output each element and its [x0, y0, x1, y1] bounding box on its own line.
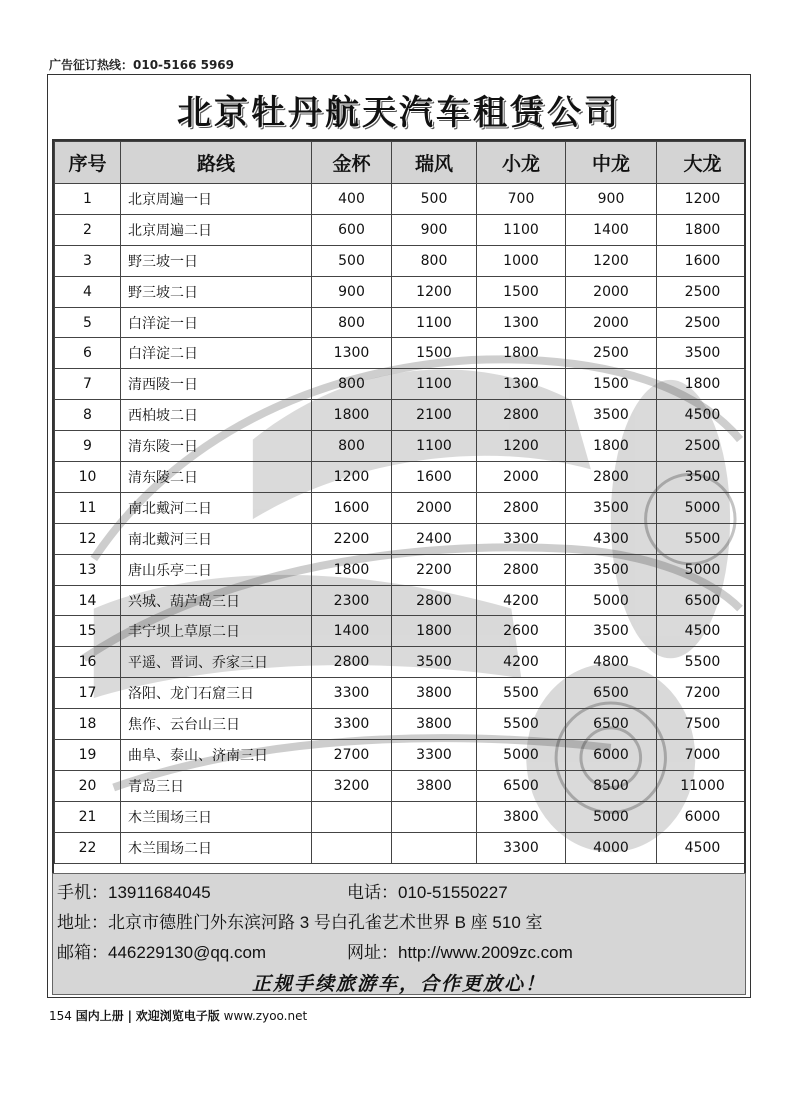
table-row — [55, 276, 747, 307]
cell-route: 兴城、葫芦岛三日 — [121, 585, 312, 616]
cell-xiaolong: 1200 — [477, 431, 566, 462]
table-body — [55, 184, 747, 864]
table-row — [55, 585, 747, 616]
cell-dalong: 2500 — [657, 307, 747, 338]
cell-ruifeng: 900 — [392, 214, 477, 245]
cell-zhonglong: 2000 — [566, 307, 657, 338]
cell-zhonglong: 2500 — [566, 338, 657, 369]
cell-index: 2 — [55, 214, 121, 245]
cell-xiaolong: 2000 — [477, 462, 566, 493]
cell-xiaolong: 1300 — [477, 369, 566, 400]
cell-route: 清西陵一日 — [121, 369, 312, 400]
cell-ruifeng: 1600 — [392, 462, 477, 493]
cell-xiaolong: 1300 — [477, 307, 566, 338]
cell-xiaolong: 3300 — [477, 832, 566, 863]
cell-jinbei: 900 — [312, 276, 392, 307]
contact-panel — [52, 873, 746, 995]
cell-xiaolong: 4200 — [477, 585, 566, 616]
footer-separator: | — [127, 1009, 132, 1023]
cell-jinbei: 1800 — [312, 554, 392, 585]
cell-jinbei: 1400 — [312, 616, 392, 647]
table-row — [55, 338, 747, 369]
cell-route: 平遥、晋词、乔家三日 — [121, 647, 312, 678]
cell-ruifeng: 2800 — [392, 585, 477, 616]
cell-xiaolong: 700 — [477, 184, 566, 215]
cell-zhonglong: 3500 — [566, 492, 657, 523]
cell-xiaolong: 1000 — [477, 245, 566, 276]
cell-xiaolong: 3800 — [477, 801, 566, 832]
cell-xiaolong: 5500 — [477, 678, 566, 709]
rental-ad-frame — [47, 74, 751, 998]
footer-promo: 欢迎浏览电子版 — [135, 1009, 220, 1023]
cell-dalong: 3500 — [657, 338, 747, 369]
footer-site: www.zyoo.net — [223, 1009, 308, 1023]
cell-zhonglong: 6500 — [566, 709, 657, 740]
cell-index: 18 — [55, 709, 121, 740]
table-row — [55, 647, 747, 678]
table-row — [55, 184, 747, 215]
cell-index: 22 — [55, 832, 121, 863]
cell-jinbei: 500 — [312, 245, 392, 276]
cell-dalong: 5500 — [657, 647, 747, 678]
cell-route: 南北戴河三日 — [121, 523, 312, 554]
cell-route: 南北戴河二日 — [121, 492, 312, 523]
cell-jinbei: 800 — [312, 369, 392, 400]
cell-ruifeng: 1100 — [392, 431, 477, 462]
company-title: 北京牡丹航天汽车租赁公司 — [177, 93, 621, 133]
table-row — [55, 801, 747, 832]
cell-index: 16 — [55, 647, 121, 678]
cell-index: 8 — [55, 400, 121, 431]
cell-dalong: 4500 — [657, 832, 747, 863]
cell-zhonglong: 4800 — [566, 647, 657, 678]
cell-zhonglong: 8500 — [566, 770, 657, 801]
header-dalong: 大龙 — [657, 142, 747, 184]
table-row — [55, 523, 747, 554]
cell-xiaolong: 1100 — [477, 214, 566, 245]
cell-xiaolong: 5500 — [477, 709, 566, 740]
cell-dalong: 7000 — [657, 740, 747, 771]
cell-ruifeng — [392, 832, 477, 863]
cell-route: 焦作、云台山三日 — [121, 709, 312, 740]
cell-jinbei: 1800 — [312, 400, 392, 431]
cell-route: 洛阳、龙门石窟三日 — [121, 678, 312, 709]
cell-index: 9 — [55, 431, 121, 462]
cell-dalong: 3500 — [657, 462, 747, 493]
table-row — [55, 832, 747, 863]
cell-ruifeng — [392, 801, 477, 832]
table-row — [55, 770, 747, 801]
cell-jinbei: 1300 — [312, 338, 392, 369]
cell-ruifeng: 3300 — [392, 740, 477, 771]
cell-route: 西柏坡二日 — [121, 400, 312, 431]
cell-zhonglong: 5000 — [566, 801, 657, 832]
footer-section: 国内上册 — [75, 1009, 124, 1023]
cell-xiaolong: 2800 — [477, 554, 566, 585]
table-row — [55, 678, 747, 709]
cell-ruifeng: 1500 — [392, 338, 477, 369]
cell-index: 10 — [55, 462, 121, 493]
cell-ruifeng: 1200 — [392, 276, 477, 307]
header-zhonglong: 中龙 — [566, 142, 657, 184]
cell-zhonglong: 5000 — [566, 585, 657, 616]
cell-dalong: 7200 — [657, 678, 747, 709]
cell-jinbei: 3200 — [312, 770, 392, 801]
table-row — [55, 431, 747, 462]
cell-dalong: 7500 — [657, 709, 747, 740]
cell-index: 12 — [55, 523, 121, 554]
cell-index: 21 — [55, 801, 121, 832]
cell-ruifeng: 3800 — [392, 770, 477, 801]
cell-index: 20 — [55, 770, 121, 801]
cell-ruifeng: 2000 — [392, 492, 477, 523]
cell-jinbei — [312, 801, 392, 832]
header-xiaolong: 小龙 — [477, 142, 566, 184]
cell-zhonglong: 900 — [566, 184, 657, 215]
cell-jinbei: 3300 — [312, 709, 392, 740]
cell-index: 19 — [55, 740, 121, 771]
cell-dalong: 4500 — [657, 400, 747, 431]
cell-jinbei: 2700 — [312, 740, 392, 771]
cell-index: 7 — [55, 369, 121, 400]
cell-dalong: 4500 — [657, 616, 747, 647]
cell-xiaolong: 1800 — [477, 338, 566, 369]
cell-jinbei: 1600 — [312, 492, 392, 523]
table-row — [55, 400, 747, 431]
header-jinbei: 金杯 — [312, 142, 392, 184]
cell-index: 11 — [55, 492, 121, 523]
table-row — [55, 709, 747, 740]
cell-index: 17 — [55, 678, 121, 709]
cell-xiaolong: 2800 — [477, 400, 566, 431]
cell-index: 15 — [55, 616, 121, 647]
cell-dalong: 5000 — [657, 554, 747, 585]
cell-dalong: 6500 — [657, 585, 747, 616]
cell-xiaolong: 3300 — [477, 523, 566, 554]
cell-ruifeng: 500 — [392, 184, 477, 215]
cell-route: 木兰围场三日 — [121, 801, 312, 832]
cell-dalong: 1600 — [657, 245, 747, 276]
cell-route: 丰宁坝上草原二日 — [121, 616, 312, 647]
website: 网址：http://www.2009zc.com — [347, 943, 573, 962]
cell-dalong: 11000 — [657, 770, 747, 801]
cell-index: 5 — [55, 307, 121, 338]
cell-zhonglong: 1800 — [566, 431, 657, 462]
cell-zhonglong: 6000 — [566, 740, 657, 771]
cell-xiaolong: 2800 — [477, 492, 566, 523]
cell-zhonglong: 4000 — [566, 832, 657, 863]
cell-route: 曲阜、泰山、济南三日 — [121, 740, 312, 771]
ad-hotline: 广告征订热线：010-5166 5969 — [49, 58, 235, 72]
cell-jinbei: 1200 — [312, 462, 392, 493]
cell-jinbei: 600 — [312, 214, 392, 245]
table-row — [55, 554, 747, 585]
cell-jinbei: 800 — [312, 431, 392, 462]
cell-jinbei: 400 — [312, 184, 392, 215]
address: 地址：北京市德胜门外东滨河路 3 号白孔雀艺术世界 B 座 510 室 — [57, 913, 543, 932]
cell-index: 14 — [55, 585, 121, 616]
table-row — [55, 740, 747, 771]
cell-jinbei: 2200 — [312, 523, 392, 554]
cell-index: 13 — [55, 554, 121, 585]
cell-dalong: 6000 — [657, 801, 747, 832]
cell-ruifeng: 3500 — [392, 647, 477, 678]
cell-xiaolong: 2600 — [477, 616, 566, 647]
cell-xiaolong: 6500 — [477, 770, 566, 801]
cell-zhonglong: 3500 — [566, 400, 657, 431]
cell-xiaolong: 1500 — [477, 276, 566, 307]
cell-ruifeng: 800 — [392, 245, 477, 276]
phone-number: 电话：010-51550227 — [347, 883, 508, 902]
cell-zhonglong: 6500 — [566, 678, 657, 709]
header-ruifeng: 瑞风 — [392, 142, 477, 184]
table-row — [55, 462, 747, 493]
cell-dalong: 5500 — [657, 523, 747, 554]
cell-dalong: 2500 — [657, 276, 747, 307]
cell-xiaolong: 4200 — [477, 647, 566, 678]
cell-ruifeng: 1100 — [392, 307, 477, 338]
cell-route: 唐山乐亭二日 — [121, 554, 312, 585]
table-row — [55, 214, 747, 245]
cell-dalong: 5000 — [657, 492, 747, 523]
table-row — [55, 307, 747, 338]
cell-zhonglong: 3500 — [566, 616, 657, 647]
cell-route: 野三坡二日 — [121, 276, 312, 307]
page-number: 154 — [49, 1009, 72, 1023]
cell-ruifeng: 2100 — [392, 400, 477, 431]
cell-zhonglong: 2800 — [566, 462, 657, 493]
table-row — [55, 616, 747, 647]
cell-ruifeng: 2400 — [392, 523, 477, 554]
cell-route: 木兰围场二日 — [121, 832, 312, 863]
cell-ruifeng: 1800 — [392, 616, 477, 647]
cell-dalong: 1800 — [657, 214, 747, 245]
table-row — [55, 245, 747, 276]
cell-route: 清东陵二日 — [121, 462, 312, 493]
slogan: 正规手续旅游车，合作更放心！ — [251, 973, 546, 995]
cell-ruifeng: 2200 — [392, 554, 477, 585]
cell-dalong: 2500 — [657, 431, 747, 462]
cell-zhonglong: 1200 — [566, 245, 657, 276]
price-table-container — [52, 139, 746, 936]
cell-jinbei: 3300 — [312, 678, 392, 709]
header-route: 路线 — [121, 142, 312, 184]
cell-jinbei: 2300 — [312, 585, 392, 616]
cell-zhonglong: 4300 — [566, 523, 657, 554]
cell-route: 野三坡一日 — [121, 245, 312, 276]
cell-zhonglong: 3500 — [566, 554, 657, 585]
cell-index: 4 — [55, 276, 121, 307]
cell-xiaolong: 5000 — [477, 740, 566, 771]
cell-ruifeng: 3800 — [392, 678, 477, 709]
cell-jinbei: 2800 — [312, 647, 392, 678]
cell-route: 青岛三日 — [121, 770, 312, 801]
cell-dalong: 1200 — [657, 184, 747, 215]
table-header-row — [55, 142, 747, 184]
cell-jinbei — [312, 832, 392, 863]
email: 邮箱：446229130@qq.com — [57, 943, 267, 962]
cell-ruifeng: 1100 — [392, 369, 477, 400]
table-row — [55, 369, 747, 400]
cell-zhonglong: 1400 — [566, 214, 657, 245]
cell-jinbei: 800 — [312, 307, 392, 338]
cell-route: 白洋淀一日 — [121, 307, 312, 338]
mobile-number: 手机：13911684045 — [57, 883, 211, 902]
cell-ruifeng: 3800 — [392, 709, 477, 740]
page-footer — [49, 1007, 307, 1024]
table-row — [55, 492, 747, 523]
cell-route: 北京周遍一日 — [121, 184, 312, 215]
cell-index: 1 — [55, 184, 121, 215]
header-index: 序号 — [55, 142, 121, 184]
price-table — [54, 141, 746, 864]
cell-route: 清东陵一日 — [121, 431, 312, 462]
cell-route: 白洋淀二日 — [121, 338, 312, 369]
cell-dalong: 1800 — [657, 369, 747, 400]
cell-index: 6 — [55, 338, 121, 369]
cell-zhonglong: 1500 — [566, 369, 657, 400]
cell-index: 3 — [55, 245, 121, 276]
cell-route: 北京周遍二日 — [121, 214, 312, 245]
cell-zhonglong: 2000 — [566, 276, 657, 307]
